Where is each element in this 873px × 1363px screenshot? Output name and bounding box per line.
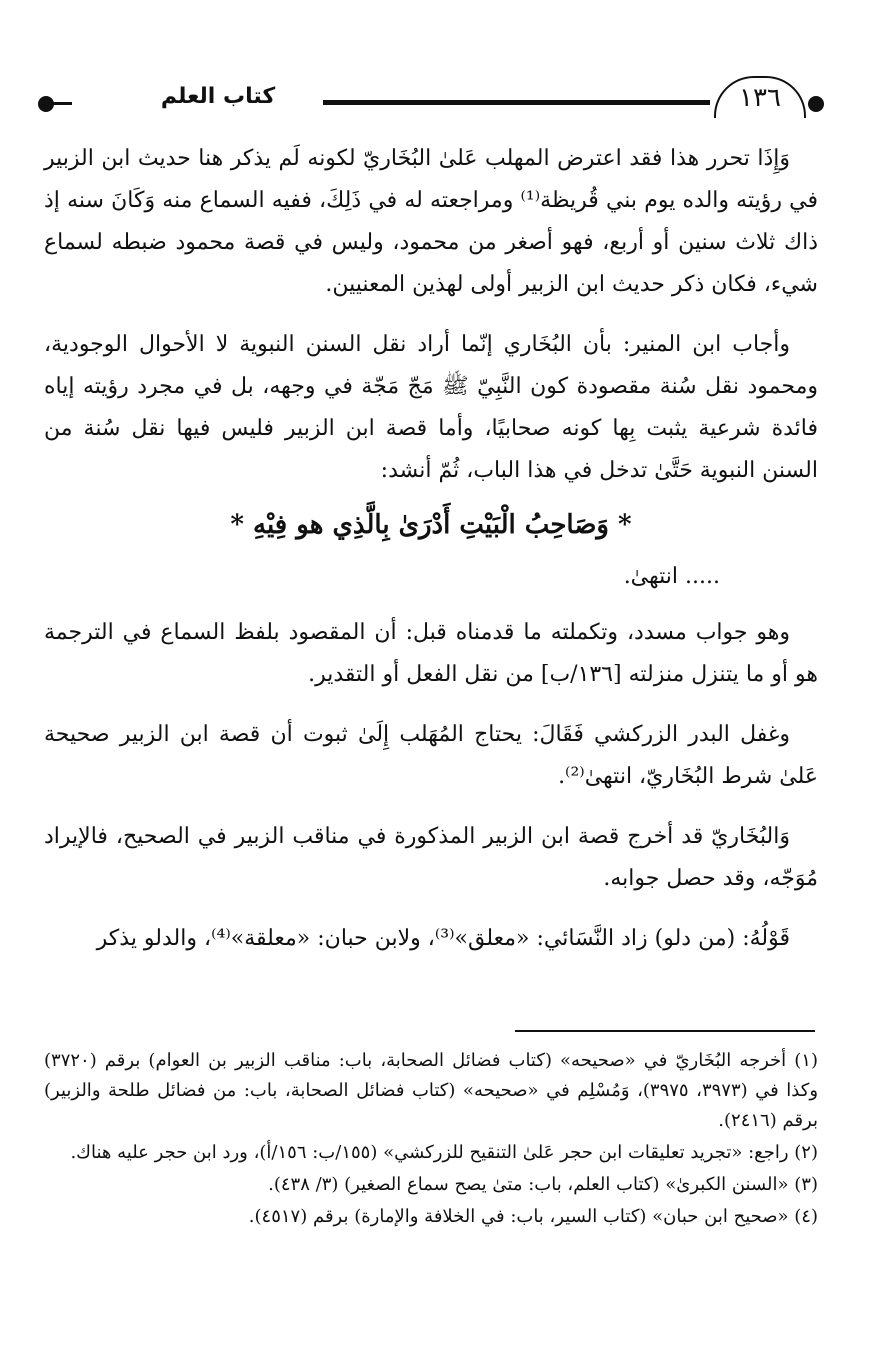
paragraph: وأجاب ابن المنير: بأن البُخَاري إنّما أراد نقل السنن النبوية لا الأحوال الوجودية، ومحمود نقل سُنة مقصودة كون النَّبِيّ ﷺ مَجّ مَجّة في وجهه، بل في مجرد رؤيته إياه فائدة شرعية يثبت بِها كونه صحابيًا، وأما قصة ابن الزبير فليس فيها نقل سُنة من السنن النبوية حَتَّىٰ تدخل في هذا الباب، ثُمّ أنشد: xyxy=(44,332,818,483)
paragraph: وهو جواب مسدد، وتكملته ما قدمناه قبل: أن المقصود بلفظ السماع في الترجمة هو أو ما يتنزل منزلته [١٣٦/ب] من نقل الفعل أو التقدير. xyxy=(44,620,818,687)
main-text xyxy=(44,138,818,978)
paragraph: قَوْلُهُ: (من دلو) زاد النَّسَائي: «معلق»⁽³⁾، ولابن حبان: «معلقة»⁽⁴⁾، والدلو يذكر xyxy=(96,926,790,951)
footnote: (٣) «السنن الكبرىٰ» (كتاب العلم، باب: متىٰ يصح سماع الصغير) (٣/ ٤٣٨). xyxy=(268,1174,818,1195)
header-rule xyxy=(323,100,710,105)
book-title: كتاب العلم xyxy=(160,84,276,109)
verse-line: * وَصَاحِبُ الْبَيْتِ أَدْرَىٰ بِالَّذِي هو فِيْهِ * xyxy=(230,510,632,540)
page-header xyxy=(38,80,828,130)
paragraph: وَالبُخَاريّ قد أخرج قصة ابن الزبير المذكورة في مناقب الزبير في الصحيح، فالإيراد مُوَجّه، وقد حصل جوابه. xyxy=(44,824,818,891)
paragraph-end-mark: ..... انتهىٰ. xyxy=(623,564,720,589)
footnotes xyxy=(44,1046,818,1234)
page-number: ١٣٦ xyxy=(714,76,806,118)
ornament-dot-right xyxy=(808,96,824,112)
footnote: (٤) «صحيح ابن حبان» (كتاب السير، باب: في الخلافة والإمارة) برقم (٤٥١٧). xyxy=(248,1206,818,1227)
paragraph: وَإِذَا تحرر هذا فقد اعترض المهلب عَلىٰ البُخَاريّ لكونه لَم يذكر هنا حديث ابن الزبير في رؤيته والده يوم بني قُريظة⁽¹⁾ ومراجعته له في ذَلِكَ، ففيه السماع منه وَكَانَ سنه إذ ذاك ثلاث سنين أو أربع، فهو أصغر من محمود، وليس في قصة محمود ضبطه لسماع شيء، فكان ذكر حديث ابن الزبير أولى لهذين المعنيين. xyxy=(44,146,818,297)
footnote: (١) أخرجه البُخَاريّ في «صحيحه» (كتاب فضائل الصحابة، باب: مناقب الزبير بن العوام) برقم (٣٧٢٠) وكذا في (٣٩٧٣، ٣٩٧٥)، وَمُسْلِم في «صحيحه» (كتاب فضائل الصحابة، باب: من فضائل طلحة والزبير) برقم (٢٤١٦). xyxy=(44,1050,819,1131)
footnote-separator xyxy=(515,1030,815,1032)
header-rule-left xyxy=(52,102,72,105)
paragraph: وغفل البدر الزركشي فَقَالَ: يحتاج المُهَلب إِلَىٰ ثبوت أن قصة ابن الزبير صحيحة عَلىٰ شرط البُخَاريّ، انتهىٰ⁽²⁾. xyxy=(44,722,818,789)
footnote: (٢) راجع: «تجريد تعليقات ابن حجر عَلىٰ التنقيح للزركشي» (١٥٥/ب: ١٥٦/أ)، ورد ابن حجر عليه هناك. xyxy=(70,1142,818,1163)
